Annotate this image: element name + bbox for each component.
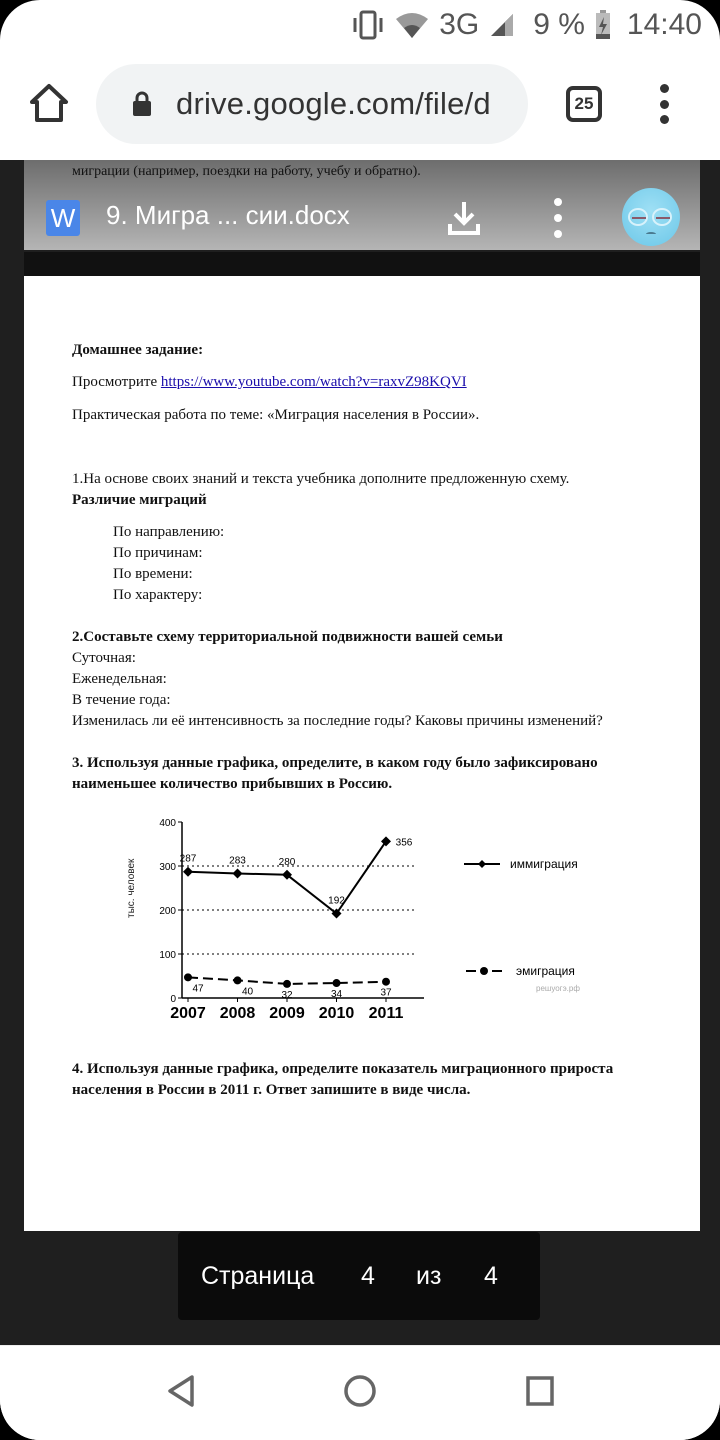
page-of: из xyxy=(416,1261,442,1290)
clock: 14:40 xyxy=(626,8,702,41)
account-avatar[interactable] xyxy=(622,188,680,246)
back-icon[interactable] xyxy=(166,1374,196,1408)
task2-item: Суточная: xyxy=(72,650,136,666)
page-label: Страница xyxy=(201,1261,315,1290)
browser-toolbar xyxy=(0,50,720,160)
task4-line1: 4. Используя данные графика, определите показатель миграционного прироста xyxy=(72,1061,614,1077)
page-indicator xyxy=(178,1232,540,1320)
status-bar xyxy=(0,0,720,50)
network-type: 3G xyxy=(439,8,480,41)
total-pages: 4 xyxy=(484,1261,498,1290)
chart-plot xyxy=(124,806,594,1021)
svg-text:2008: 2008 xyxy=(219,1005,256,1021)
address-bar[interactable] xyxy=(96,64,528,144)
lock-icon xyxy=(132,91,152,117)
svg-text:эмиграция: эмиграция xyxy=(516,964,575,978)
svg-text:0: 0 xyxy=(170,994,176,1005)
task2-question: Изменилась ли её интенсивность за последние годы? Каковы причины изменений? xyxy=(72,713,603,729)
task2-heading: 2.Составьте схему территориальной подвижности вашей семьи xyxy=(72,629,503,645)
battery-charging-icon xyxy=(595,10,611,40)
viewer-more-icon[interactable] xyxy=(552,198,564,238)
tab-switcher-button[interactable] xyxy=(566,86,602,122)
svg-text:283: 283 xyxy=(229,855,246,867)
svg-text:40: 40 xyxy=(241,986,254,998)
page-gap xyxy=(24,252,700,276)
task1-item: По времени: xyxy=(113,566,193,582)
chart-y-axis-label: тыс. человек xyxy=(126,858,137,918)
svg-text:192: 192 xyxy=(328,895,345,907)
home-nav-icon[interactable] xyxy=(343,1374,377,1408)
homework-heading: Домашнее задание: xyxy=(72,342,204,358)
svg-text:47: 47 xyxy=(192,983,204,995)
task1-text: 1.На основе своих знаний и текста учебника дополните предложенную схему. xyxy=(72,471,570,487)
browser-menu-icon[interactable] xyxy=(654,84,674,124)
tab-count: 25 xyxy=(574,94,594,113)
watch-prefix: Просмотрите xyxy=(72,374,161,390)
task1-item: По направлению: xyxy=(113,524,225,540)
watch-line xyxy=(72,374,467,391)
download-icon[interactable] xyxy=(447,200,481,236)
task1-item: По причинам: xyxy=(113,545,203,561)
svg-text:32: 32 xyxy=(281,989,293,1001)
battery-percent: 9 % xyxy=(533,8,585,41)
task3-line2: наименьшее количество прибывших в Россию. xyxy=(72,776,393,792)
svg-text:280: 280 xyxy=(278,856,296,868)
svg-text:2011: 2011 xyxy=(368,1005,404,1021)
previous-page-text: миграции (например, поездки на работу, учебу и обратно). xyxy=(72,164,421,179)
svg-text:400: 400 xyxy=(159,818,176,829)
signal-icon xyxy=(489,12,515,38)
svg-text:2009: 2009 xyxy=(269,1005,305,1021)
wifi-icon xyxy=(395,11,429,39)
task2-item: В течение года: xyxy=(72,692,171,708)
viewer-header xyxy=(24,188,700,252)
task3-line1: 3. Используя данные графика, определите, в каком году было зафиксировано xyxy=(72,755,598,771)
system-nav-bar xyxy=(0,1345,720,1440)
task1-item: По характеру: xyxy=(113,587,203,603)
document-title: 9. Мигра ... сии.docx xyxy=(106,200,350,230)
svg-text:2010: 2010 xyxy=(318,1005,355,1021)
svg-text:300: 300 xyxy=(159,862,176,873)
recents-icon[interactable] xyxy=(525,1374,555,1408)
home-icon[interactable] xyxy=(28,82,70,124)
svg-text:356: 356 xyxy=(395,837,413,849)
word-doc-icon xyxy=(46,200,80,236)
document-page xyxy=(24,276,700,1231)
svg-text:2007: 2007 xyxy=(170,1005,206,1021)
svg-text:287: 287 xyxy=(179,853,197,865)
task1-heading: Различие миграций xyxy=(72,492,207,508)
svg-text:34: 34 xyxy=(330,989,343,1001)
svg-text:200: 200 xyxy=(159,906,176,917)
task2-item: Еженедельная: xyxy=(72,671,167,687)
url-text: drive.google.com/file/d xyxy=(176,86,491,121)
practical-title: Практическая работа по теме: «Миграция населения в России». xyxy=(72,407,480,423)
youtube-link[interactable]: https://www.youtube.com/watch?v=raxvZ98KQVI xyxy=(160,374,467,390)
word-icon-letter: W xyxy=(50,202,76,233)
vibrate-icon xyxy=(351,10,385,40)
svg-text:решуогэ.рф: решуогэ.рф xyxy=(536,984,580,993)
svg-text:37: 37 xyxy=(380,987,392,999)
migration-chart xyxy=(124,806,594,1021)
task4-line2: населения в России в 2011 г. Ответ запишите в виде числа. xyxy=(72,1082,471,1098)
current-page: 4 xyxy=(361,1261,375,1290)
svg-text:иммиграция: иммиграция xyxy=(510,857,578,871)
document-viewer[interactable] xyxy=(0,160,720,1345)
svg-text:100: 100 xyxy=(159,950,176,961)
